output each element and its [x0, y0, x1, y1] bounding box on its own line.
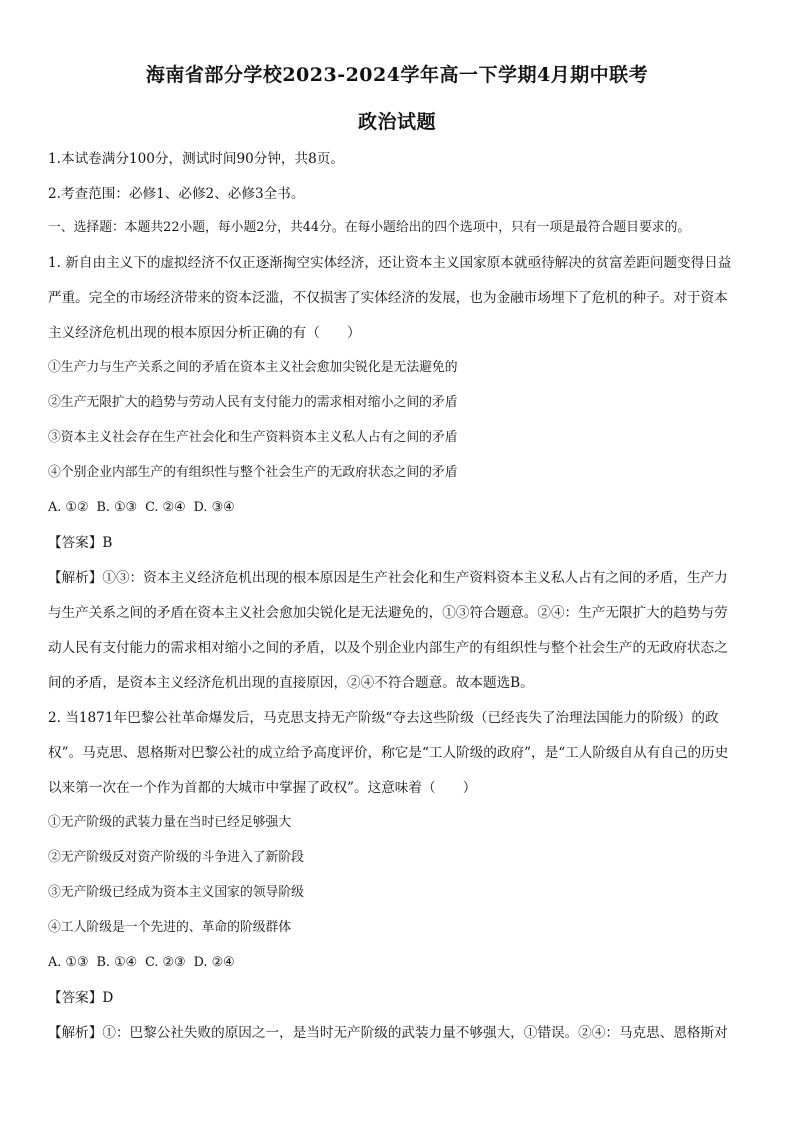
exam-title: 海南省部分学校2023-2024学年高一下学期4月期中联考 — [145, 64, 649, 86]
option-item: ①生产力与生产关系之间的矛盾在资本主义社会愈加尖锐化是无法避免的 — [48, 360, 458, 375]
answer-choices: A. ①③ B. ①④ C. ②③ D. ②④ — [48, 955, 235, 970]
analysis-line: 【解析】①：巴黎公社失败的原因之一，是当时无产阶级的武装力量不够强大，①错误。②④：马克思、恩格斯对 — [48, 1025, 728, 1041]
analysis-line: 与生产关系之间的矛盾在资本主义社会愈加尖锐化是无法避免的，①③符合题意。②④：生产无限扩大的趋势与劳 — [48, 605, 728, 621]
question-stem-line: 1. 新自由主义下的虚拟经济不仅正逐渐掏空实体经济，还让资本主义国家原本就亟待解决的贫富差距问题变得日益 — [48, 255, 732, 271]
option-item: ④工人阶级是一个先进的、革命的阶级群体 — [48, 920, 292, 935]
option-item: ①无产阶级的武装力量在当时已经足够强大 — [48, 815, 292, 830]
exam-subtitle: 政治试题 — [357, 111, 436, 133]
option-item: ④个别企业内部生产的有组织性与整个社会生产的无政府状态之间的矛盾 — [48, 465, 458, 480]
question-stem-line: 权”。马克思、恩格斯对巴黎公社的成立给予高度评价，称它是“工人阶级的政府”，是“工人阶级自从有自己的历史 — [48, 745, 729, 761]
answer-line: 【答案】D — [48, 990, 114, 1006]
instruction-line: 2.考查范围：必修1、必修2、必修3全书。 — [48, 186, 305, 202]
analysis-line: 间的矛盾，是资本主义经济危机出现的直接原因，②④不符合题意。故本题选B。 — [48, 675, 534, 691]
instruction-line: 1.本试卷满分100分，测试时间90分钟，共8页。 — [48, 151, 344, 167]
answer-choices: A. ①② B. ①③ C. ②④ D. ③④ — [48, 500, 235, 515]
analysis-line: 【解析】①③：资本主义经济危机出现的根本原因是生产社会化和生产资料资本主义私人占有之间的矛盾，生产力 — [48, 570, 728, 586]
option-item: ②无产阶级反对资产阶级的斗争进入了新阶段 — [48, 850, 304, 865]
question-stem-line: 主义经济危机出现的根本原因分析正确的有（ ） — [48, 325, 361, 341]
question-stem-line: 2. 当1871年巴黎公社革命爆发后，马克思支持无产阶级“夺去这些阶级（已经丧失了治理法国能力的阶级）的政 — [48, 710, 719, 726]
option-item: ③无产阶级已经成为资本主义国家的领导阶级 — [48, 885, 304, 900]
question-stem-line: 严重。完全的市场经济带来的资本泛滥，不仅损害了实体经济的发展，也为金融市场埋下了危机的种子。对于资本 — [48, 290, 728, 306]
option-item: ②生产无限扩大的趋势与劳动人民有支付能力的需求相对缩小之间的矛盾 — [48, 395, 458, 410]
analysis-line: 动人民有支付能力的需求相对缩小之间的矛盾，以及个别企业内部生产的有组织性与整个社会生产的无政府状态之 — [48, 640, 728, 656]
section-heading: 一、选择题：本题共22小题，每小题2分，共44分。在每小题给出的四个选项中，只有一项是最符合题目要求的。 — [48, 220, 691, 235]
option-item: ③资本主义社会存在生产社会化和生产资料资本主义私人占有之间的矛盾 — [48, 430, 458, 445]
answer-line: 【答案】B — [48, 535, 113, 551]
question-stem-line: 以来第一次在一个作为首都的大城市中掌握了政权”。这意味着（ ） — [48, 780, 477, 796]
